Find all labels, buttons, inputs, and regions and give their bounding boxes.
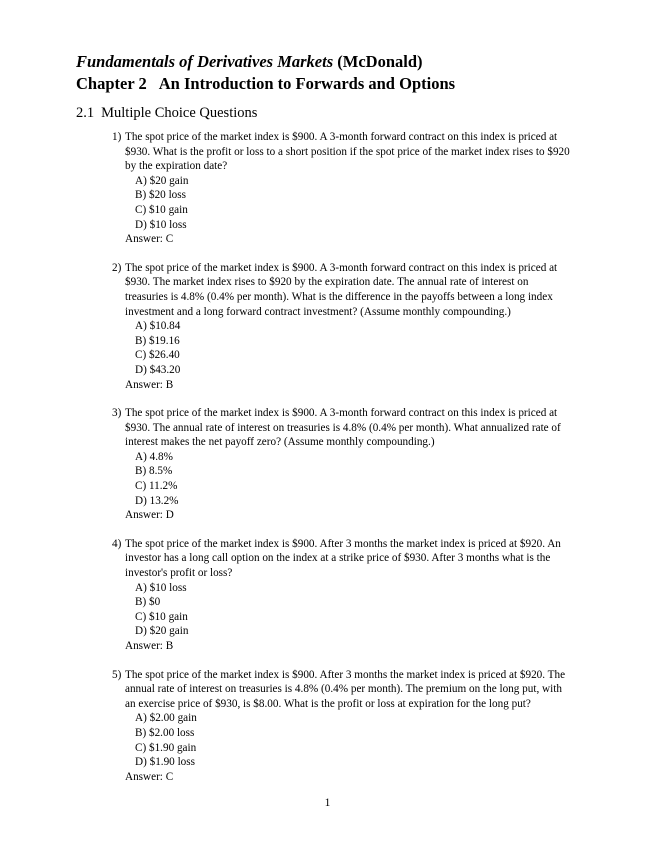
section-name: Multiple Choice Questions — [101, 105, 258, 121]
option-b: B) 8.5% — [135, 465, 173, 478]
question-4 — [112, 537, 574, 654]
option-b: B) $20 loss — [135, 189, 186, 202]
option-b: B) $2.00 loss — [135, 726, 195, 739]
option-a: A) $2.00 gain — [135, 712, 197, 725]
page-number: 1 — [324, 797, 331, 809]
option-a: A) 4.8% — [135, 450, 173, 463]
option-d: D) $20 gain — [135, 625, 189, 638]
answer-options — [135, 319, 574, 377]
option-a: A) $10.84 — [135, 320, 181, 333]
question-number: 4) — [112, 537, 122, 550]
option-c: C) $10 gain — [135, 203, 188, 216]
answer-key: Answer: B — [125, 640, 174, 652]
option-c: C) $10 gain — [135, 610, 188, 623]
book-title — [76, 52, 423, 72]
answer-options — [135, 581, 574, 639]
option-b: B) $19.16 — [135, 334, 180, 347]
answer-options — [135, 174, 574, 232]
section-number: 2.1 — [76, 105, 95, 121]
question-number: 3) — [112, 407, 122, 420]
section-title — [76, 103, 257, 123]
chapter-label: Chapter 2 — [76, 74, 147, 93]
question-number: 2) — [112, 261, 122, 274]
answer-options — [135, 711, 574, 769]
option-b: B) $0 — [135, 596, 161, 609]
question-number: 1) — [112, 131, 122, 143]
option-a: A) $20 gain — [135, 174, 189, 187]
question-number: 5) — [112, 668, 122, 681]
question-text: The spot price of the market index is $900. After 3 months the market index is priced at $920. The annual rate of interest on treasuries is 4.8% (0.4% per month). The premium on the long put, with an exercise price of $930, is $8.00. What is the profit or loss at expiration for the long put? — [125, 668, 566, 710]
book-title-name: Fundamentals of Derivatives Markets — [76, 52, 334, 71]
question-3 — [112, 406, 574, 523]
option-c: C) $1.90 gain — [135, 741, 197, 754]
option-c: C) $26.40 — [135, 349, 180, 362]
answer-key: Answer: B — [125, 378, 174, 391]
question-text: The spot price of the market index is $900. A 3-month forward contract on this index is priced at $930. What is the profit or loss to a short position if the spot price of the market index rises to $920 by the expiration date? — [125, 131, 570, 173]
book-author: (McDonald) — [337, 52, 423, 71]
option-c: C) 11.2% — [135, 480, 178, 493]
question-2 — [112, 261, 574, 392]
question-text: The spot price of the market index is $900. A 3-month forward contract on this index is priced at $930. The market index rises to $920 by the expiration date. The annual rate of interest on treasuries is 4.8% (0.4% per month). What is the difference in the payoffs between a long index investment and a long forward contract investment? (Assume monthly compounding.) — [125, 261, 558, 318]
option-d: D) $43.20 — [135, 363, 181, 376]
option-d: D) $1.90 loss — [135, 756, 195, 769]
question-text: The spot price of the market index is $900. After 3 months the market index is priced at $920. An investor has a long call option on the index at a strike price of $930. After 3 months what is the investor's profit or loss? — [125, 537, 561, 580]
option-a: A) $10 loss — [135, 581, 187, 594]
chapter-title — [76, 74, 455, 94]
question-text: The spot price of the market index is $900. A 3-month forward contract on this index is priced at $930. The annual rate of interest on treasuries is 4.8% (0.4% per month). What annualized rate of interest makes the net payoff zero? (Assume monthly compounding.) — [125, 407, 561, 449]
question-5 — [112, 668, 574, 785]
question-1 — [112, 130, 574, 247]
chapter-name: An Introduction to Forwards and Options — [158, 74, 456, 93]
answer-key: Answer: C — [125, 770, 174, 783]
question-list — [112, 130, 574, 798]
answer-key: Answer: C — [125, 233, 174, 246]
answer-key: Answer: D — [125, 509, 174, 522]
answer-options — [135, 450, 574, 508]
option-d: D) 13.2% — [135, 494, 179, 507]
option-d: D) $10 loss — [135, 218, 187, 231]
